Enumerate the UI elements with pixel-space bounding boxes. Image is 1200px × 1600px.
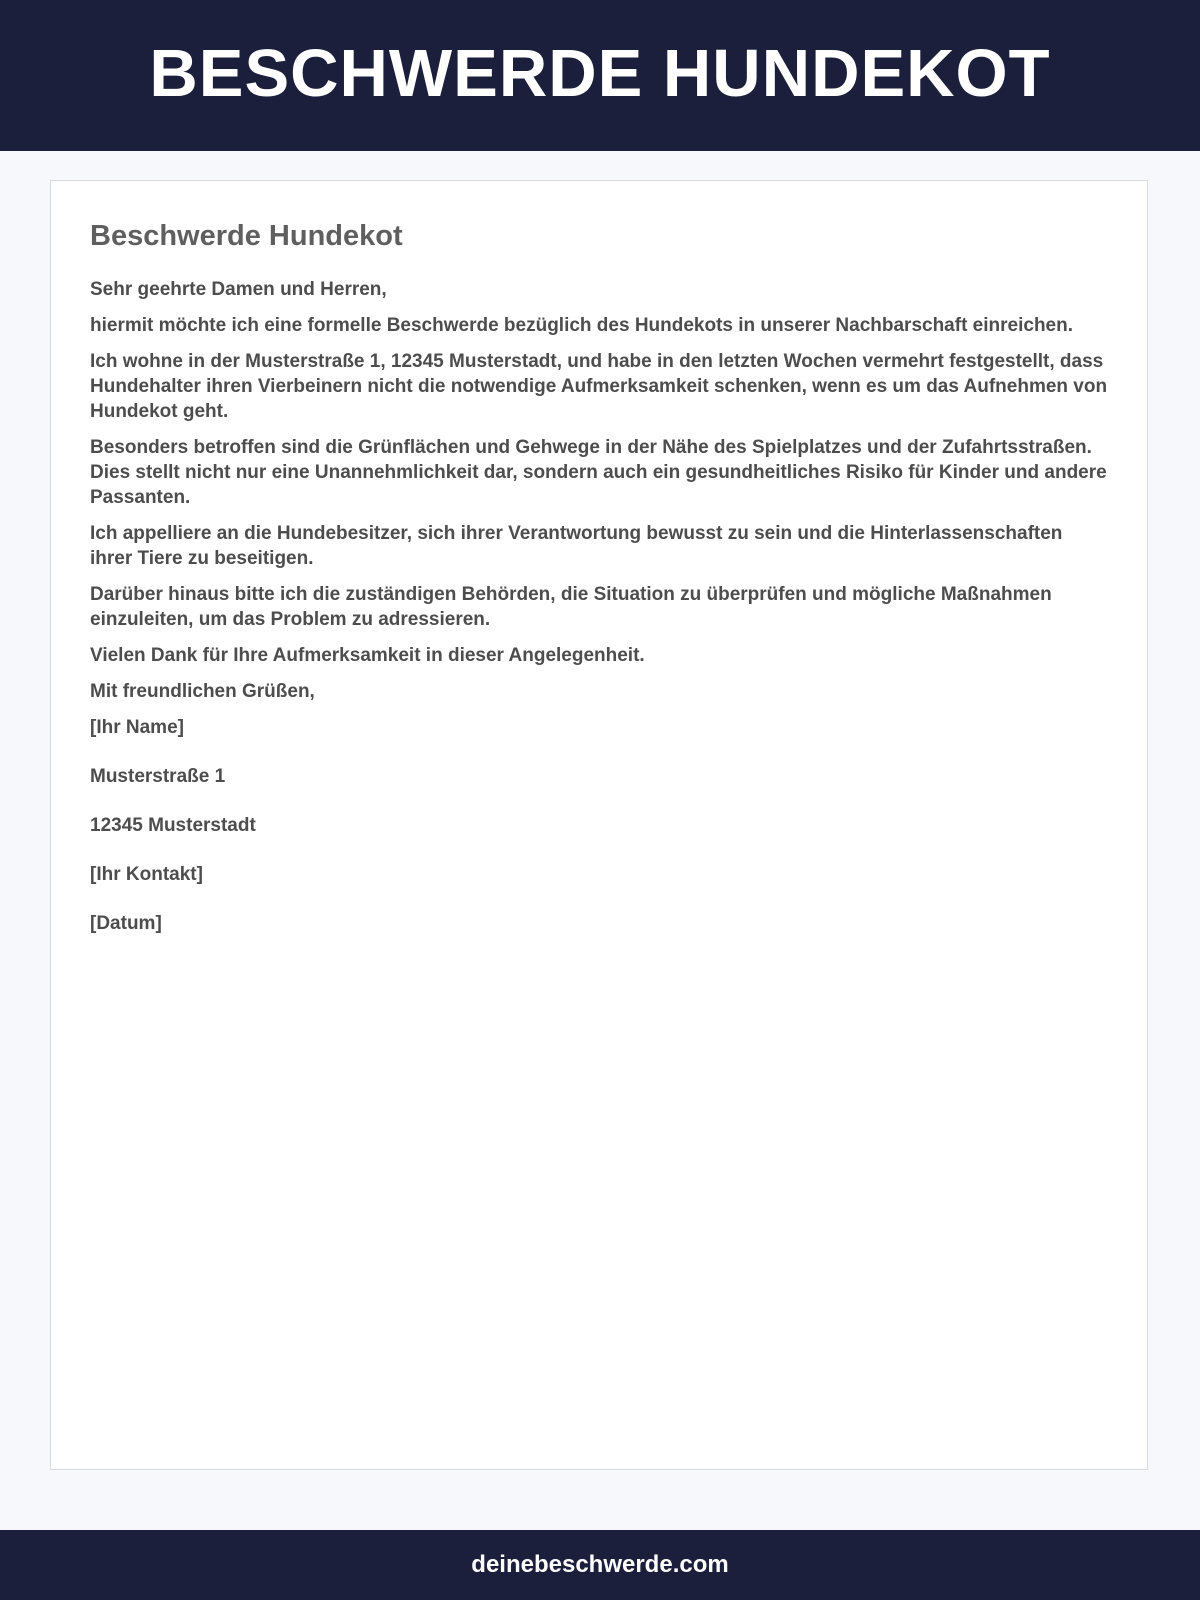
letter-card <box>50 180 1148 1470</box>
page-footer <box>0 1530 1200 1600</box>
letter-paragraph: Vielen Dank für Ihre Aufmerksamkeit in dieser Angelegenheit. <box>90 645 645 666</box>
signature-date: [Datum] <box>90 913 162 934</box>
letter-title: Beschwerde Hundekot <box>90 220 403 252</box>
letter-salutation: Sehr geehrte Damen und Herren, <box>90 279 387 300</box>
signature-city: 12345 Musterstadt <box>90 815 256 836</box>
signature-name: [Ihr Name] <box>90 717 184 738</box>
letter-paragraph: Darüber hinaus bitte ich die zuständigen Behörden, die Situation zu überprüfen und mögliche Maßnahmen einzuleiten, um das Problem zu adressieren. <box>90 584 1052 630</box>
letter-paragraph: Besonders betroffen sind die Grünflächen und Gehwege in der Nähe des Spielplatzes und der Zufahrtsstraßen. Dies stellt nicht nur eine Unannehmlichkeit dar, sondern auch ein gesundheitliches Risiko für Kinder und andere Passanten. <box>90 437 1107 508</box>
header-title: BESCHWERDE HUNDEKOT <box>149 35 1051 111</box>
letter-paragraph: Ich appelliere an die Hundebesitzer, sich ihrer Verantwortung bewusst zu sein und die Hinterlassenschaften ihrer Tiere zu beseitigen. <box>90 523 1063 569</box>
letter-paragraph: Ich wohne in der Musterstraße 1, 12345 Musterstadt, und habe in den letzten Wochen vermehrt festgestellt, dass Hundehalter ihren Vierbeinern nicht die notwendige Aufmerksamkeit schenken, wenn es um das Aufnehmen von Hundekot geht. <box>90 351 1108 422</box>
signature-street: Musterstraße 1 <box>90 766 226 787</box>
letter-closing: Mit freundlichen Grüßen, <box>90 681 315 702</box>
letter-paragraph: hiermit möchte ich eine formelle Beschwerde bezüglich des Hundekots in unserer Nachbarschaft einreichen. <box>90 315 1073 336</box>
footer-site-link[interactable]: deinebeschwerde.com <box>471 1551 729 1578</box>
page-header <box>0 0 1200 151</box>
signature-contact: [Ihr Kontakt] <box>90 864 203 885</box>
